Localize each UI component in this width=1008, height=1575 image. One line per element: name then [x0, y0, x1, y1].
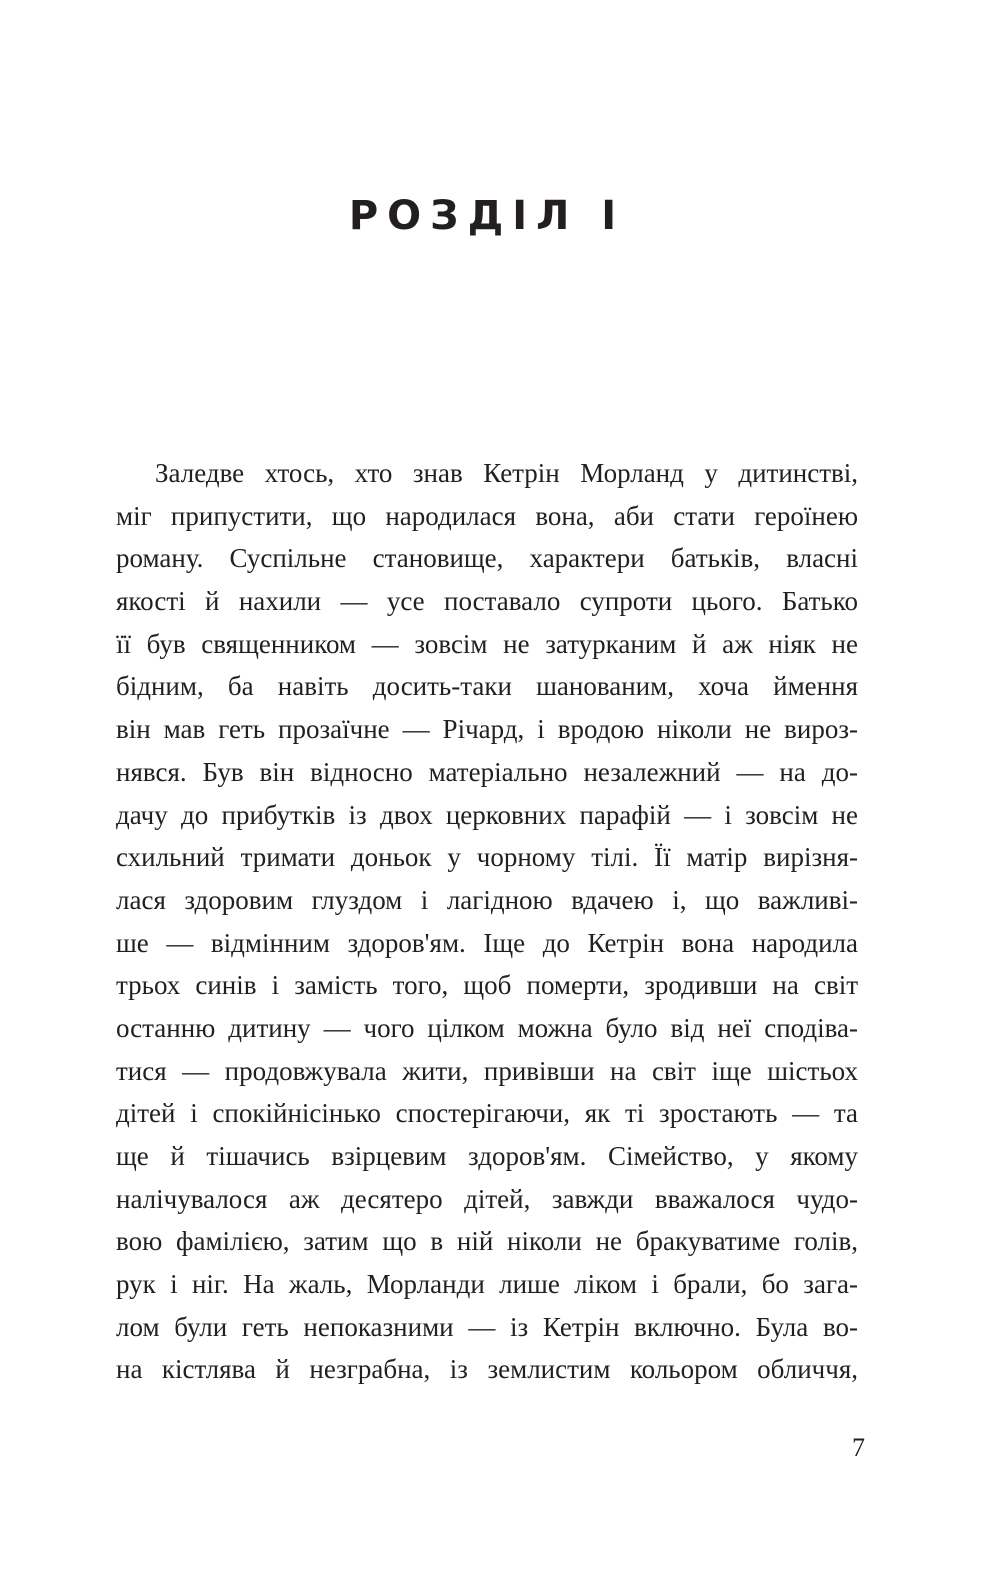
text-line: рук і ніг. На жаль, Морланди лише ліком і брали, бо зага-	[116, 1269, 858, 1300]
text-line: налічувалося аж десятеро дітей, завжди вважалося чудо-	[116, 1183, 858, 1214]
text-line: якості й нахили — усе поставало супроти цього. Батько	[116, 586, 858, 617]
text-line: ще й тішачись взірцевим здоров'ям. Сімейство, у якому	[116, 1141, 858, 1171]
text-line: він мав геть прозаїчне — Річард, і вродою ніколи не вироз-	[116, 714, 858, 745]
text-line: на кістлява й незграбна, із землистим кольором обличчя,	[116, 1354, 858, 1385]
text-line: останню дитину — чого цілком можна було від неї сподіва-	[116, 1012, 858, 1043]
text-line: лом були геть непоказними — із Кетрін включно. Була во-	[116, 1311, 858, 1342]
text-line: лася здоровим глуздом і лагідною вдачею і, що важливі-	[116, 884, 858, 915]
text-line: дітей і спокійнісінько спостерігаючи, як ті зростають — та	[116, 1098, 858, 1129]
text-line: роману. Суспільне становище, характери батьків, власні	[116, 543, 858, 574]
text-line: нявся. Був він відносно матеріально незалежний — на до-	[116, 756, 858, 787]
text-line: схильний тримати доньок у чорному тілі. Її матір вирізня-	[116, 842, 858, 873]
text-line: дачу до прибутків із двох церковних парафій — і зовсім не	[116, 799, 858, 830]
body-text	[116, 452, 858, 1391]
text-line: вою фамілією, затим що в ній ніколи не бракуватиме голів,	[116, 1226, 858, 1257]
text-line: Заледве хтось, хто знав Кетрін Морланд у дитинстві,	[155, 458, 858, 488]
text-line: тися — продовжувала жити, привівши на світ іще шістьох	[116, 1055, 858, 1086]
text-line: ше — відмінним здоров'ям. Іще до Кетрін вона народила	[116, 927, 858, 958]
text-line: бідним, ба навіть досить-таки шанованим, хоча ймення	[116, 671, 858, 702]
text-line: її був священником — зовсім не затурканим й аж ніяк не	[116, 628, 858, 659]
text-line: міг припустити, що народилася вона, аби стати героїнею	[116, 500, 858, 531]
page-number: 7	[852, 1433, 865, 1462]
text-line: трьох синів і замість того, щоб померти, зродивши на світ	[116, 970, 858, 1001]
chapter-title: РОЗДІЛ І	[348, 193, 626, 239]
